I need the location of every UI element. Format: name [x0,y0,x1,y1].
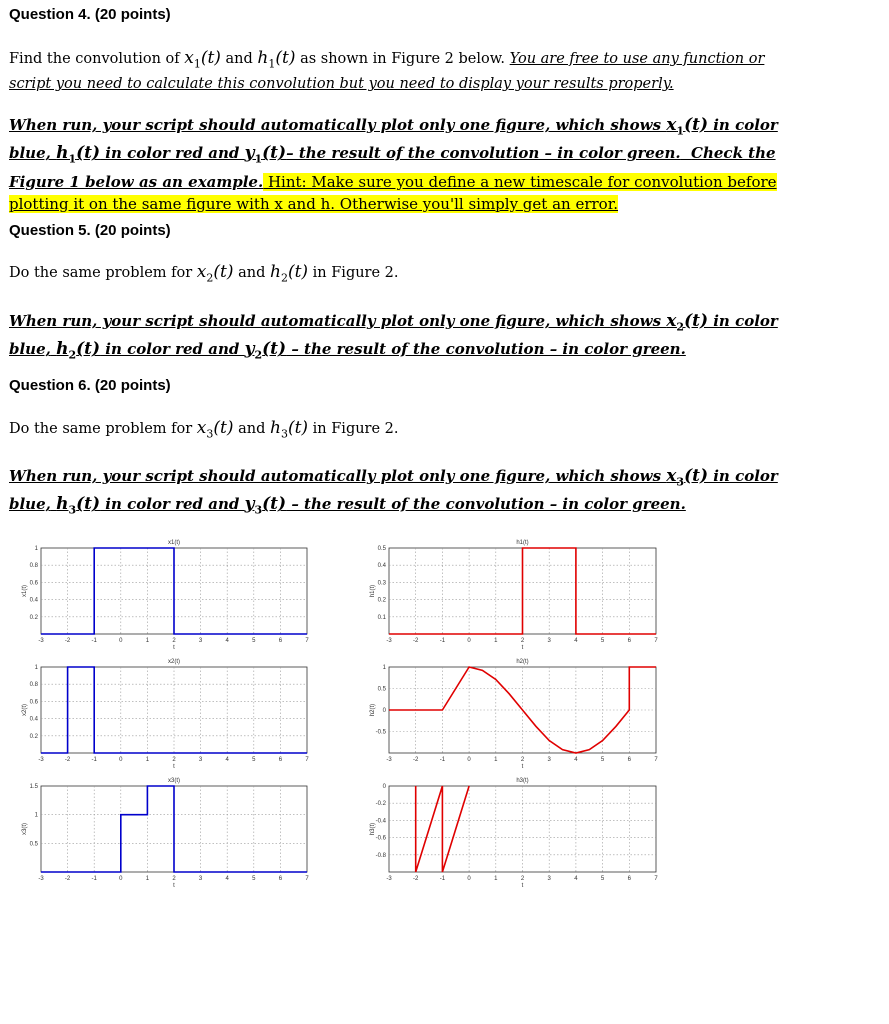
x-axis-label: t [521,883,524,889]
plot-title: h3(t) [516,778,529,784]
x-tick-label: 2 [520,757,525,763]
x-tick-label: 0 [119,876,123,882]
figure-2-subplots [0,530,889,890]
q4-find-text: Find the convolution of [9,51,185,67]
x-tick-label: 6 [278,757,283,763]
x-tick-label: 1 [494,757,498,763]
q6-requirement: When run, your script should automatically plot only one figure, which shows $x_3(t)$ in color blue, $h_3(t)$ in color red and $y_3(t)$ – the result of the convolution – in color green. [9,466,778,517]
x-tick-label: 4 [225,876,229,882]
x-tick-label: 7 [654,638,658,644]
x-tick-label: 1 [494,876,498,882]
y-tick-label: 0.8 [29,682,38,689]
x-tick-label: 0 [467,638,471,644]
y-tick-label: -0.6 [375,835,386,842]
x-tick-label: 5 [600,757,605,763]
x-tick-label: -2 [413,638,419,644]
x-tick-label: 2 [172,876,176,882]
x-tick-label: 2 [172,757,176,763]
x-axis-label: t [521,764,524,770]
question-4-title: Question 4. (20 points) [9,6,171,23]
x-tick-label: 3 [198,638,203,644]
plot-title: h2(t) [516,659,529,665]
x-tick-label: 5 [600,876,605,882]
plot-title: x3(t) [168,778,180,784]
y-axis-label: x2(t) [22,704,28,716]
x-tick-label: 4 [574,638,578,644]
y-tick-label: -0.2 [375,801,386,808]
y-tick-label: 0.4 [377,563,386,570]
y-tick-label: 1 [382,665,386,671]
y-tick-label: 1 [34,812,38,819]
y-axis-label: h1(t) [370,584,376,598]
x-tick-label: 1 [145,757,150,763]
x-tick-label: -2 [413,876,419,882]
x-tick-label: 1 [494,638,498,644]
x-tick-label: -3 [38,638,44,644]
q5-requirement: When run, your script should automatically plot only one figure, which shows $x_2(t)$ in color blue, $h_2(t)$ in color red and $y_2(t)$ – the result of the convolution – in color green. [9,311,778,362]
x-tick-label: 0 [119,757,123,763]
x-tick-label: -1 [439,638,446,644]
y-tick-label: 0.4 [29,716,38,723]
x-tick-label: 1 [145,638,150,644]
x-tick-label: 3 [198,876,203,882]
x-tick-label: 4 [225,638,229,644]
subplot-4 [22,778,309,889]
subplot-2 [22,659,309,770]
x-tick-label: -2 [64,876,71,882]
y-tick-label: 0.8 [29,563,38,570]
y-tick-label: 1.5 [29,784,38,790]
x-axis-label: t [173,645,175,651]
q4-check-figure: Check the Figure 1 below as an example. [9,144,776,191]
x-tick-label: 4 [574,757,578,763]
x-tick-label: 3 [547,876,551,882]
q4-hint: Hint: Make sure you define a new timescale for convolution before plotting it on the same figure with x and h. Otherwise you'll simply get an error. [9,172,777,213]
plot-title: x1(t) [168,540,180,546]
x-tick-label: -2 [64,638,71,644]
x-tick-label: 0 [467,876,471,882]
x-tick-label: -2 [64,757,71,763]
x-tick-label: -1 [91,757,97,763]
x-tick-label: 3 [547,638,551,644]
x-tick-label: -1 [91,638,97,644]
x-tick-label: -1 [439,757,446,763]
y-tick-label: -0.4 [375,818,386,825]
q4-requirement: When run, your script should automatically plot only one figure, which shows $x_1(t)$ in color blue, $h_1(t)$ in color red and $y_1(t)-$ the result of the convolution – in color green. Check the Figure 1 below as an example. Hint: Make sure you define a new timescale for convolution before plotting it on the same figure with x and h. Otherwise you'll simply get an error. [9,115,778,213]
x-tick-label: 4 [225,757,229,763]
y-tick-label: 0.2 [377,597,386,604]
x-axis-label: t [173,764,175,770]
question-6-title: Question 6. (20 points) [9,377,171,394]
x-tick-label: 5 [600,638,605,644]
x-tick-label: -3 [38,876,44,882]
x1-symbol: $x_1(t)$ [184,48,221,71]
q4-free-text: You are free to use any function or script you need to calculate this convolution but you need to display your results properly. [9,51,765,93]
x-tick-label: -2 [413,757,419,763]
y-tick-label: 0.6 [29,580,38,587]
y-tick-label: 1 [34,546,38,552]
q4-and: and [220,51,258,67]
plot-title: x2(t) [168,659,180,665]
y-tick-label: 0.6 [29,699,38,706]
x-tick-label: 7 [305,638,309,644]
y-axis-label: h2(t) [370,703,376,717]
x-tick-label: 4 [574,876,578,882]
x-tick-label: 1 [145,876,150,882]
x-tick-label: 0 [467,757,471,763]
x-tick-label: 7 [305,757,309,763]
x-tick-label: -3 [386,638,392,644]
x-tick-label: 2 [520,638,525,644]
subplot-0 [22,540,309,651]
y-tick-label: 0.5 [377,686,386,693]
h1-symbol: $h_1(t)$ [257,48,296,71]
q6-instructions: Do the same problem for $x_3(t)$ and $h_3(t)$ in Figure 2. [9,418,399,441]
x-tick-label: 3 [198,757,203,763]
y-tick-label: -0.8 [375,852,386,859]
q4-shown-text: as shown in Figure 2 below. [295,51,510,67]
x-tick-label: 3 [547,757,551,763]
x-tick-label: 6 [278,876,283,882]
x-tick-label: -3 [386,876,392,882]
x-tick-label: 6 [627,757,631,763]
question-5-title: Question 5. (20 points) [9,222,171,239]
x-tick-label: -1 [91,876,97,882]
y-axis-label: x1(t) [22,585,28,597]
y-tick-label: 0 [382,708,386,714]
y-tick-label: -0.5 [375,729,386,736]
x-tick-label: 5 [252,757,256,763]
x-tick-label: 7 [654,876,658,882]
y-tick-label: 0.2 [29,733,38,740]
y-axis-label: h3(t) [370,822,376,836]
x-tick-label: 6 [627,638,631,644]
q5-instructions: Do the same problem for $x_2(t)$ and $h_2(t)$ in Figure 2. [9,262,399,285]
x-tick-label: 6 [627,876,631,882]
x-tick-label: -3 [386,757,392,763]
x-tick-label: 2 [520,876,525,882]
y-tick-label: 0.2 [29,614,38,621]
y-tick-label: 0 [382,784,386,790]
x-axis-label: t [521,645,524,651]
y-tick-label: 1 [34,665,38,671]
subplot-1 [370,540,658,651]
subplot-5 [370,778,658,889]
q4-instructions [9,48,789,95]
y-tick-label: 0.5 [29,841,38,848]
y-tick-label: 0.1 [377,614,386,621]
x-tick-label: 2 [172,638,176,644]
x-tick-label: 6 [278,638,283,644]
y-tick-label: 0.3 [377,580,386,587]
plot-title: h1(t) [516,540,529,546]
x-axis-label: t [173,883,175,889]
x-tick-label: -3 [38,757,44,763]
y-axis-label: x3(t) [22,823,28,835]
subplot-3 [370,659,658,770]
x-tick-label: 5 [252,876,256,882]
x-tick-label: -1 [439,876,446,882]
x-tick-label: 5 [252,638,256,644]
y-tick-label: 0.5 [377,546,386,552]
y-tick-label: 0.4 [29,597,38,604]
x-tick-label: 0 [119,638,123,644]
x-tick-label: 7 [654,757,658,763]
x-tick-label: 7 [305,876,309,882]
